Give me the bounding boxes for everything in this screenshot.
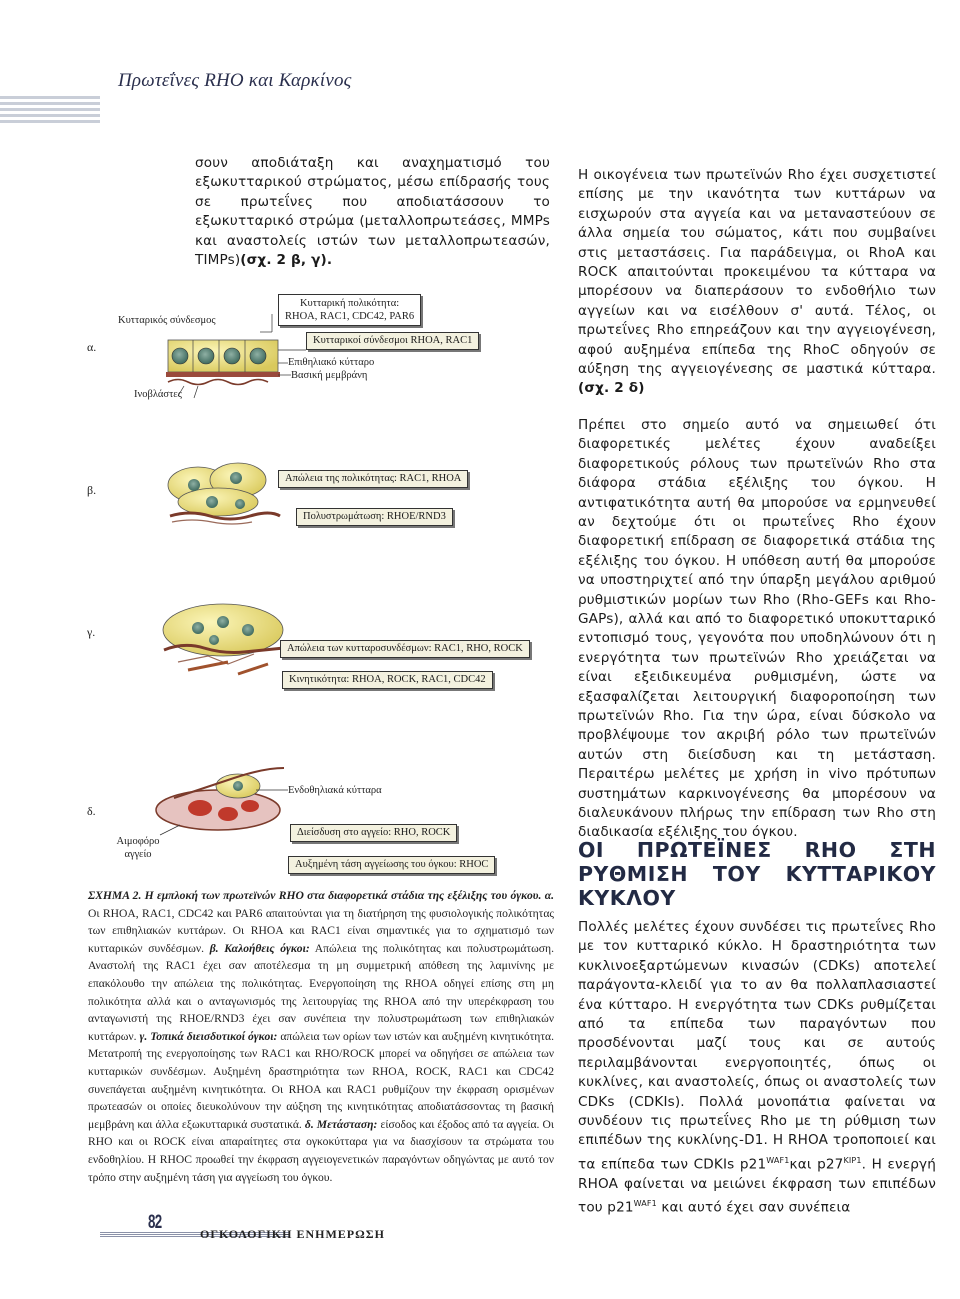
box-cell-polarity [278, 294, 421, 326]
rho-cell-cycle-section [578, 838, 936, 1235]
sup-kip1: KIP1 [843, 1155, 862, 1165]
panel-letter-a: α. [87, 340, 97, 354]
section-text-1: Πολλές μελέτες έχουν συνδέσει τις πρωτεΐνες Rho με τον κυτταρικό κύκλο. Η δραστηριότητα των κυκλινοεξαρτώμενων κινασών (CDKs) αποτελεί παράγοντα-κλειδί για το αν θα πολλαπλασιαστεί ένα κύτταρο. Η ενεργότητα των CDKs ρυθμίζεται από τα επίπεδα των παραγόντων που προσδένονται μαζί τους και σε αυτούς περιλαμβάνονται ενεργοποιητές, όπως οι κυκλίνες, και αναστολείς, όπως οι αναστολείς των CDKs (CDKIs). Πολλά μονοπάτια φαίνεται να συνδέουν τις πρωτεΐνες Rho με τη ρύθμιση των επιπέδων της κυκλίνης-D1. Η RHOA τροποποιεί και τα επίπεδα των CDKIs p21 [578, 919, 936, 1173]
right-p1-text: Η οικογένεια των πρωτεϊνών Rho έχει συσχετιστεί επίσης με την ικανότητα των κυττάρων να εισχωρούν στα αγγεία και να μεταναστεύουν σε άλλα σημεία του σώματος, κάτι που συμβαίνει στις μεταστάσεις. Για παράδειγμα, οι RhoA και ROCK απαιτούνται προκειμένου τα κύτταρα να μπορέσουν να διαπεράσουν το ενδοθήλιο των αγγείων και να εισέλθουν σ' αυτά. Τέλος, οι πρωτεΐνες Rho επηρεάζουν και την αγγειογένεση, αφού αυξημένα επίπεδα της RhoC οδηγούν σε αύξηση της αγγειογένεσης σε μαστικά κύτταρα. [578, 167, 936, 378]
caption-a-text: Οι RHOA, RAC1, CDC42 και PAR6 απαιτούνται για τη διατήρηση της φυσιολογικής πολικότητας των επιθηλιακών κυττάρων. Οι RHOA και RAC1 είναι σημαντικές για το σχηματισμό των κυτταρικών συνδέσμων. [88, 906, 554, 955]
panel-b-diagram [168, 463, 280, 524]
section-text-3: . Η ενεργή RHOA φαίνεται να μειώνει έκφραση των επιπέδων του p21 [578, 1156, 937, 1216]
box-junction-loss: Απώλεια των κυτταροσυνδέσμων: RAC1, RHO, ROCK [280, 640, 530, 658]
right-column [578, 166, 936, 860]
panel-d-diagram [156, 768, 288, 835]
journal-name: ΟΓΚΟΛΟΓΙΚΗ ΕΝΗΜΕΡΩΣΗ [200, 1227, 385, 1241]
section-heading: ΟΙ ΠΡΩΤΕΪΝΕΣ RHO ΣΤΗ ΡΥΘΜΙΣΗ ΤΟΥ ΚΥΤΤΑΡΙΚΟΥ ΚΥΚΛΟΥ [578, 838, 936, 910]
box-polarity-loss: Απώλεια της πολικότητας: RAC1, RHOA [278, 470, 468, 488]
caption-c-text: απώλεια των ορίων των ιστών και αυξημένη κινητικότητα. Μετατροπή της ενεργοποίησης των RAC1 και RHO/ROCK μπορεί να οδηγήσει σε απώλεια των κυτταρικών συνδέσμων. Αυξημένη δραστηριότητα των RHOA, ROCK, RAC1 και CDC42 συνεπάγεται αυξημένη κινητικότητα. Οι RHOA και RAC1 ρυθμίζουν την έκφραση ορισμένων πρωτεασών οι οποίες διευκολύνουν την αύξηση της κινητικότητας αποδιατάσσοντας τη βασική μεμβράνη και άλλα εξωκυτταρικά συστατικά. [88, 1029, 554, 1131]
box-vessel-invasion: Διείσδυση στο αγγείο: RHO, ROCK [290, 824, 457, 842]
box-multilayering: Πολυστρωμάτωση: RHOE/RND3 [296, 508, 453, 526]
right-paragraph-1 [578, 166, 936, 399]
figure-2 [88, 290, 558, 880]
section-text-2: και p27 [789, 1156, 844, 1173]
panel-letter-b: β. [87, 483, 97, 497]
label-cell-junction: Κυτταρικός σύνδεσμος [118, 315, 216, 326]
box-cell-junctions: Κυτταρικοί σύνδεσμοι RHOA, RAC1 [306, 332, 479, 350]
panel-letter-d: δ. [87, 804, 96, 818]
figure-caption [88, 887, 554, 1186]
box-motility: Κινητικότητα: RHOA, ROCK, RAC1, CDC42 [282, 671, 493, 689]
left-intro-paragraph [195, 154, 550, 287]
caption-b-label: β. Καλοήθεις όγκοι: [209, 941, 310, 955]
caption-b-text: Απώλεια της πολικότητας και πολυστρωμάτωση. Αναστολή της RAC1 έχει σαν αποτέλεσμα τη μη συμμετρική απόθεση της λαμινίνης με επακόλουθο την απώλεια της πολικότητας. Ενεργοποίηση της RHOA οδηγεί επίσης στη μη πολικότητα αλλά και ο ανταγωνισμός της λειτουργίας της RHOA από την υπερέκφραση του ανταγωνιστή της RHOE/RND3 έχει σαν συνέπεια την πολυστρωμάτωση των επιθηλιακών κυττάρων. [88, 941, 555, 1043]
label-fibroblasts: Ινοβλάστες [134, 389, 182, 400]
caption-title: ΣΧΗΜΑ 2. Η εμπλοκή των πρωτεϊνών RHO στα διαφορετικά στάδια της εξέλιξης του όγκου. [88, 889, 542, 902]
running-header: Πρωτεΐνες RHO και Καρκίνος [118, 70, 352, 91]
panel-c-diagram [163, 604, 284, 674]
left-intro-text: σουν αποδιάταξη και αναχηματισμό του εξωκυτταρικού στρώματος, μέσω επίδρασής τους σε πρωτεΐνες που αποδιατάσσουν το εξωκυτταρικό στρώμα (μεταλλοπρωτεάσες, MMPs και αναστολείς ιστών των μεταλλοπρωτεασών, TIMPs) [195, 155, 550, 269]
label-blood-vessel: Αιμοφόρο αγγείο [116, 836, 160, 860]
section-text-4: και αυτό έχει σαν συνέπεια [656, 1199, 851, 1216]
caption-d-label: δ. Μετάσταση: [304, 1117, 378, 1131]
sup-waf1-b: WAF1 [633, 1199, 657, 1209]
caption-a-label: α. [544, 889, 554, 902]
label-endothelial-cells: Ενδοθηλιακά κύτταρα [288, 785, 382, 796]
caption-c-label: γ. Τοπικά διεισδυτικοί όγκοι: [139, 1029, 278, 1043]
panel-letter-c: γ. [87, 625, 96, 639]
box-angiogenesis: Αυξημένη τάση αγγείωσης του όγκου: RHOC [288, 856, 495, 874]
box-cell-polarity-genes: RHOA, RAC1, CDC42, PAR6 [285, 311, 415, 322]
label-epithelial-cell: Επιθηλιακό κύτταρο [288, 357, 375, 368]
decorative-stripes [0, 96, 100, 136]
section-paragraph [578, 918, 936, 1218]
page-number: 82 [148, 1212, 162, 1233]
right-paragraph-2: Πρέπει στο σημείο αυτό να σημειωθεί ότι διαφορετικές μελέτες έχουν αναδείξει διαφορετικούς ρόλους των πρωτεϊνών Rho στα διάφορα στάδια εξέλιξης του όγκου. Η αντιφατικότητα αυτή θα μπορούσε να ερμηνευθεί αν δεχτούμε ότι οι πρωτεΐνες Rho έχουν διαφορετική επίδραση σε διαφορετικά στάδια της εξέλιξης του όγκου. Η υπόθεση αυτή θα μπορούσε να υποστηριχτεί από την ύπαρξη μεγάλου αριθμού ρυθμιστικών μορίων των Rho (Rho-GEFs και Rho-GAPs), αλλά και από το διαφορετικό υποκυτταρικό εντοπισμό τους, γεγονότα που υποδηλώνουν ότι η ενεργότητα των πρωτεϊνών Rho χρειάζεται να είναι εξειδικευμένα ρυθμισμένη, ώστε να εξασφαλίζεται λειτουργική διαφοροποίηση των πρωτεϊνών Rho. Για την ώρα, είναι δύσκολο να προβλέψουμε τον ακριβή ρόλο των πρωτεϊνών αυτών στη διείσδυση και τη μετάσταση. Περαιτέρω μελέτες με χρήση in vivo πρότυπων συστημάτων καρκινογένεσης θα μπορέσουν να διαλευκάνουν πλήρως την επίδραση των Rho στη διαδικασία εξέλιξης του όγκου. [578, 416, 936, 841]
caption-d-text: είσοδος και έξοδος από τα αγγεία. Οι RHO και οι ROCK είναι απαραίτητες στα ογκοκύτταρα για να διασχίσουν τα στρώματα του ενδοθηλίου. Η RHOC προωθεί την έκφραση αγγειογενετικών παραγόντων οδηγώντας με αυτό τον τρόπο στην αυξημένη τάση για αγγείωση του όγκου. [88, 1117, 555, 1184]
figure-ref: (σχ. 2 β, γ). [240, 252, 333, 269]
sup-waf1: WAF1 [766, 1155, 790, 1165]
label-basal-membrane: Βασική μεμβράνη [291, 370, 368, 381]
right-p1-ref: (σχ. 2 δ) [578, 380, 645, 397]
box-cell-polarity-title: Κυτταρική πολικότητα: [299, 298, 400, 309]
